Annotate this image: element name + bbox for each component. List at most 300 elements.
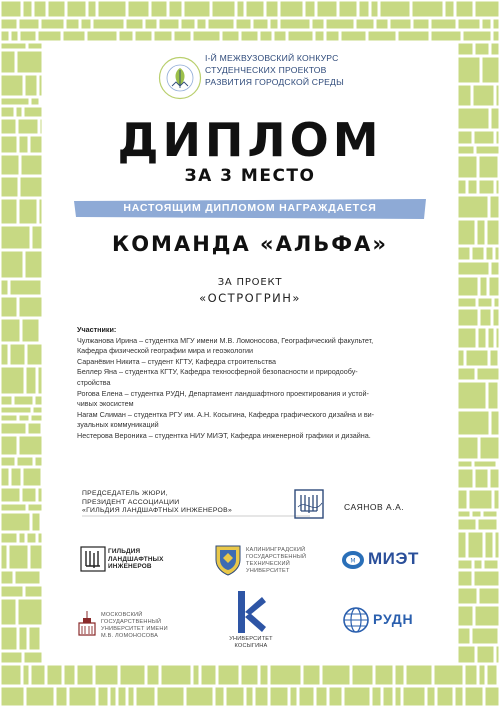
msu-logo-icon	[76, 610, 98, 636]
map-block	[158, 688, 184, 706]
guild-text-2: ЛАНДШАФТНЫХ	[108, 555, 164, 563]
map-block	[428, 688, 435, 706]
map-block	[459, 412, 489, 435]
map-block	[27, 688, 54, 706]
map-block	[459, 647, 475, 663]
map-block	[342, 32, 366, 41]
map-block	[2, 489, 20, 502]
map-block	[2, 666, 21, 685]
map-block	[459, 438, 478, 459]
map-block	[223, 32, 239, 41]
map-block	[88, 32, 117, 41]
map-block	[492, 412, 499, 435]
map-block	[2, 505, 26, 511]
map-block	[65, 666, 75, 685]
miet-logo-text: МИЭТ	[368, 549, 419, 568]
signature-line-2: ПРЕЗИДЕНТ АССОЦИАЦИИ	[82, 498, 180, 506]
signature-underline	[82, 513, 412, 519]
guild-stamp-icon	[292, 487, 326, 521]
map-block	[20, 534, 25, 543]
map-block	[377, 20, 388, 29]
map-block	[438, 688, 453, 706]
map-block	[474, 86, 494, 106]
participant-line: Чулжанова Ирина – студентка МГУ имени М.В. Ломоносова, Географический факультет,	[77, 335, 374, 345]
guild-logo-label	[108, 548, 164, 571]
map-block	[256, 688, 268, 706]
map-block	[476, 470, 488, 488]
map-block	[459, 533, 466, 558]
map-block	[89, 2, 96, 17]
map-block	[476, 44, 489, 55]
map-block	[459, 197, 488, 218]
map-block	[39, 368, 42, 394]
map-block	[459, 629, 470, 644]
map-block	[481, 438, 499, 459]
map-block	[281, 2, 303, 17]
award-line: НАСТОЯЩИМ ДИПЛОМОМ НАГРАЖДАЕТСЯ	[123, 202, 377, 214]
map-block	[15, 397, 33, 405]
map-block	[129, 688, 134, 706]
map-block	[2, 32, 9, 41]
map-block	[473, 629, 498, 644]
map-block	[483, 20, 491, 29]
map-block	[162, 666, 191, 685]
participant-line: Нагам Слиман – студентка РГУ им. А.Н. Косыгина, Кафедра графического дизайна и ви-	[77, 409, 375, 419]
map-block	[396, 666, 404, 685]
map-block	[2, 416, 17, 421]
map-block	[24, 469, 41, 486]
map-block	[467, 351, 488, 366]
map-block	[20, 416, 29, 421]
map-block	[2, 572, 13, 584]
svg-text:M: M	[350, 557, 356, 565]
map-block	[29, 424, 41, 434]
map-block	[327, 32, 339, 41]
map-block	[489, 383, 498, 409]
map-block	[289, 32, 313, 41]
rudn-globe-icon	[342, 606, 370, 634]
map-block	[20, 200, 37, 224]
map-block	[459, 86, 471, 106]
map-block	[242, 32, 258, 41]
msu-text-2: ГОСУДАРСТВЕННЫЙ	[101, 619, 162, 625]
map-block	[12, 469, 21, 486]
map-block	[459, 383, 486, 409]
map-block	[26, 76, 37, 96]
map-block	[2, 514, 30, 531]
map-block	[219, 666, 239, 685]
map-block	[94, 20, 124, 29]
map-block	[119, 688, 126, 706]
map-block	[291, 688, 297, 706]
map-block	[120, 32, 133, 41]
map-block	[404, 688, 425, 706]
map-block	[459, 607, 473, 626]
map-block	[194, 666, 199, 685]
map-block	[459, 329, 476, 348]
map-block	[459, 44, 473, 55]
map-block	[78, 666, 93, 685]
map-block	[242, 666, 258, 685]
map-block	[2, 546, 7, 569]
map-block	[146, 20, 157, 29]
map-block	[18, 52, 42, 73]
participants-block	[77, 325, 427, 442]
map-block	[227, 688, 244, 706]
participant-line: Беллер Яна – студентка КГТУ, Кафедра техносферной безопасности и природообу-	[77, 367, 358, 377]
map-block	[2, 20, 17, 29]
map-block	[345, 688, 370, 706]
map-block	[486, 688, 499, 706]
map-block	[2, 534, 17, 543]
msu-logo-label	[101, 612, 168, 640]
map-block	[198, 20, 206, 29]
map-block	[96, 666, 118, 685]
map-block	[185, 2, 210, 17]
map-block	[99, 2, 126, 17]
map-block	[483, 58, 499, 83]
map-block	[39, 32, 61, 41]
map-block	[64, 32, 85, 41]
map-block	[129, 2, 149, 17]
map-block	[70, 688, 96, 706]
map-block	[35, 2, 46, 17]
map-block	[353, 666, 373, 685]
map-block	[68, 2, 86, 17]
map-block	[435, 666, 463, 685]
kosygin-logo-icon	[232, 589, 268, 635]
map-block	[2, 76, 23, 96]
map-block	[2, 345, 8, 365]
msu-text-1: МОСКОВСКИЙ	[101, 612, 143, 618]
kosygin-logo-label	[223, 636, 279, 650]
map-block	[396, 688, 401, 706]
participant-line: Саранёвин Никита – студент КГТУ, Кафедра строительства	[77, 356, 276, 366]
map-block	[40, 200, 42, 224]
place-title: ЗА 3 МЕСТО	[184, 166, 316, 186]
map-block	[111, 688, 116, 706]
map-block	[478, 647, 494, 663]
map-block	[39, 534, 42, 543]
participant-line: зуальных коммуникаций	[77, 420, 159, 430]
map-block	[19, 600, 42, 625]
kosygin-text-1: УНИВЕРСИТЕТ	[229, 636, 273, 642]
map-block	[30, 628, 40, 650]
map-block	[271, 20, 278, 29]
map-block	[459, 351, 464, 366]
map-block	[481, 310, 491, 326]
guild-logo-icon	[80, 546, 106, 572]
map-block	[48, 666, 62, 685]
map-block	[479, 520, 497, 530]
map-block	[497, 647, 499, 663]
map-block	[16, 572, 40, 584]
signature-line-1: ПРЕДСЕДАТЕЛЬ ЖЮРИ,	[82, 490, 168, 497]
map-block	[459, 589, 477, 604]
map-block	[21, 32, 36, 41]
map-block	[492, 263, 499, 275]
map-block	[2, 397, 12, 405]
map-block	[488, 666, 497, 685]
map-block	[281, 20, 310, 29]
map-block	[67, 20, 79, 29]
map-block	[497, 329, 499, 348]
map-block	[384, 688, 393, 706]
map-block	[12, 32, 18, 41]
map-block	[57, 688, 67, 706]
participants-heading: Участники:	[77, 325, 117, 334]
map-block	[466, 666, 477, 685]
map-block	[464, 32, 491, 41]
map-block	[446, 2, 454, 17]
msu-text-3: УНИВЕРСИТЕТ ИМЕНИ	[101, 626, 168, 632]
map-block	[34, 408, 42, 413]
participant-line: чивых экосистем	[77, 399, 134, 409]
map-block	[316, 32, 324, 41]
msu-text-4: М.В. ЛОМОНОСОВА	[101, 633, 159, 639]
map-block	[32, 666, 45, 685]
map-block	[494, 32, 499, 41]
map-block	[127, 20, 143, 29]
map-block	[317, 688, 327, 706]
map-block	[39, 489, 42, 502]
kgtu-text-2: ГОСУДАРСТВЕННЫЙ	[246, 554, 307, 560]
map-block	[2, 469, 9, 486]
map-block	[456, 688, 463, 706]
guild-text-3: ИНЖЕНЕРОВ	[108, 563, 152, 571]
map-block	[24, 666, 29, 685]
participant-line: Нестерова Вероника – студентка НИУ МИЭТ, Кафедра инженерной графики и дизайна.	[77, 430, 371, 440]
map-block	[33, 514, 40, 531]
map-block	[2, 52, 15, 73]
map-block	[432, 20, 456, 29]
map-block	[466, 688, 483, 706]
map-block	[271, 688, 288, 706]
map-block	[25, 653, 42, 663]
map-block	[216, 688, 224, 706]
kgtu-logo-label	[246, 547, 306, 575]
map-block	[237, 20, 251, 29]
map-block	[459, 491, 467, 509]
map-block	[459, 20, 480, 29]
contest-logo-icon	[158, 56, 202, 100]
map-block	[2, 2, 21, 17]
map-block	[414, 20, 429, 29]
map-block	[29, 44, 42, 49]
map-block	[2, 653, 22, 663]
project-name: «ОСТРОГРИН»	[199, 291, 301, 305]
map-block	[160, 20, 179, 29]
map-block	[369, 32, 396, 41]
map-block	[136, 32, 152, 41]
map-block	[2, 600, 16, 625]
map-block	[2, 587, 23, 597]
map-block	[18, 458, 33, 466]
map-block	[275, 32, 286, 41]
map-block	[26, 587, 42, 597]
map-block	[254, 20, 268, 29]
map-block	[137, 688, 155, 706]
map-block	[470, 491, 492, 509]
kgtu-text-3: ТЕХНИЧЕСКИЙ	[246, 561, 290, 567]
map-block	[24, 2, 32, 17]
map-block	[373, 688, 381, 706]
map-block	[238, 2, 244, 17]
map-block	[459, 470, 473, 488]
map-block	[327, 20, 354, 29]
map-block	[459, 462, 472, 467]
map-block	[459, 369, 475, 380]
participant-line: Рогова Елена – студентка РУДН, Департамент ландшафтного проектирования и устой-	[77, 388, 369, 398]
contest-name	[205, 52, 375, 88]
map-block	[491, 351, 498, 366]
map-block	[2, 320, 20, 342]
rudn-logo-text: РУДН	[373, 611, 414, 627]
map-block	[213, 2, 235, 17]
map-block	[10, 546, 28, 569]
map-block	[27, 368, 36, 394]
map-block	[2, 200, 17, 224]
map-block	[32, 99, 39, 105]
map-block	[267, 2, 278, 17]
map-block	[306, 2, 315, 17]
map-block	[187, 688, 213, 706]
map-block	[489, 329, 494, 348]
map-block	[330, 688, 342, 706]
map-block	[473, 512, 481, 517]
kosygin-text-2: КОСЫГИНА	[234, 643, 268, 649]
map-block	[2, 628, 17, 650]
map-block	[376, 666, 393, 685]
map-block	[407, 666, 432, 685]
map-block	[2, 99, 29, 105]
map-block	[121, 666, 145, 685]
map-block	[475, 561, 482, 569]
map-block	[2, 424, 26, 434]
map-block	[469, 533, 483, 558]
map-block	[40, 76, 42, 96]
map-block	[478, 369, 499, 380]
map-block	[484, 512, 497, 517]
map-block	[31, 546, 42, 569]
map-block	[36, 397, 42, 405]
map-block	[496, 533, 499, 558]
map-block	[459, 512, 470, 517]
signature-line-3: «ГИЛЬДИЯ ЛАНДШАФТНЫХ ИНЖЕНЕРОВ»	[82, 507, 233, 515]
map-block	[459, 561, 472, 569]
map-block	[381, 2, 410, 17]
map-block	[11, 345, 25, 365]
map-block	[476, 607, 499, 626]
map-block	[155, 32, 172, 41]
map-block	[23, 320, 39, 342]
map-block	[432, 32, 461, 41]
map-block	[494, 310, 499, 326]
map-block	[20, 628, 27, 650]
map-block	[413, 2, 443, 17]
map-block	[271, 666, 301, 685]
map-block	[318, 2, 337, 17]
map-block	[82, 20, 91, 29]
map-block	[20, 437, 42, 455]
map-block	[175, 32, 191, 41]
map-block	[495, 491, 499, 509]
map-block	[20, 20, 39, 29]
map-block	[247, 688, 253, 706]
team-name: КОМАНДА «АЛЬФА»	[112, 232, 388, 256]
map-block	[28, 534, 36, 543]
map-block	[494, 20, 499, 29]
map-block	[2, 437, 17, 455]
map-block	[357, 20, 374, 29]
map-block	[476, 2, 499, 17]
map-block	[261, 32, 272, 41]
map-block	[28, 345, 42, 365]
project-label: ЗА ПРОЕКТ	[217, 277, 283, 288]
map-block	[300, 688, 314, 706]
map-block	[486, 533, 493, 558]
map-block	[247, 2, 264, 17]
map-block	[459, 520, 476, 530]
map-block	[170, 2, 182, 17]
map-block	[152, 2, 167, 17]
map-block	[36, 458, 42, 466]
map-block	[457, 2, 473, 17]
map-block	[475, 572, 499, 586]
map-block	[202, 666, 216, 685]
map-block	[194, 32, 220, 41]
map-block	[313, 20, 324, 29]
map-block	[148, 666, 159, 685]
miet-logo-icon	[341, 548, 365, 572]
award-banner	[74, 199, 426, 219]
signature-title	[82, 490, 282, 516]
map-block	[2, 458, 15, 466]
map-block	[480, 589, 499, 604]
map-block	[459, 58, 480, 83]
map-block	[459, 263, 489, 275]
participant-line: Кафедра физической географии мира и геоэкологии	[77, 346, 254, 356]
guild-text-1: ГИЛЬДИЯ	[108, 548, 141, 555]
map-block	[99, 688, 108, 706]
map-block	[372, 2, 378, 17]
map-block	[261, 666, 268, 685]
contest-line-2: СТУДЕНЧЕСКИХ ПРОЕКТОВ	[205, 65, 327, 75]
kgtu-text-4: УНИВЕРСИТЕТ	[246, 568, 290, 574]
map-block	[459, 310, 478, 326]
map-block	[29, 505, 42, 511]
map-block	[360, 2, 369, 17]
map-block	[42, 20, 64, 29]
map-block	[2, 408, 31, 413]
map-block	[391, 20, 411, 29]
map-block	[497, 86, 499, 106]
map-block	[491, 197, 499, 218]
map-block	[2, 44, 26, 49]
signature-name: САЯНОВ А.А.	[344, 502, 405, 512]
map-block	[485, 561, 498, 569]
map-block	[475, 462, 496, 467]
map-block	[479, 329, 486, 348]
map-block	[209, 20, 234, 29]
map-block	[491, 470, 499, 488]
kgtu-text-1: КАЛИНИНГРАДСКИЙ	[246, 547, 306, 553]
map-block	[399, 32, 429, 41]
map-block	[2, 688, 24, 706]
map-block	[2, 368, 24, 394]
map-block	[32, 416, 42, 421]
map-block	[323, 666, 350, 685]
